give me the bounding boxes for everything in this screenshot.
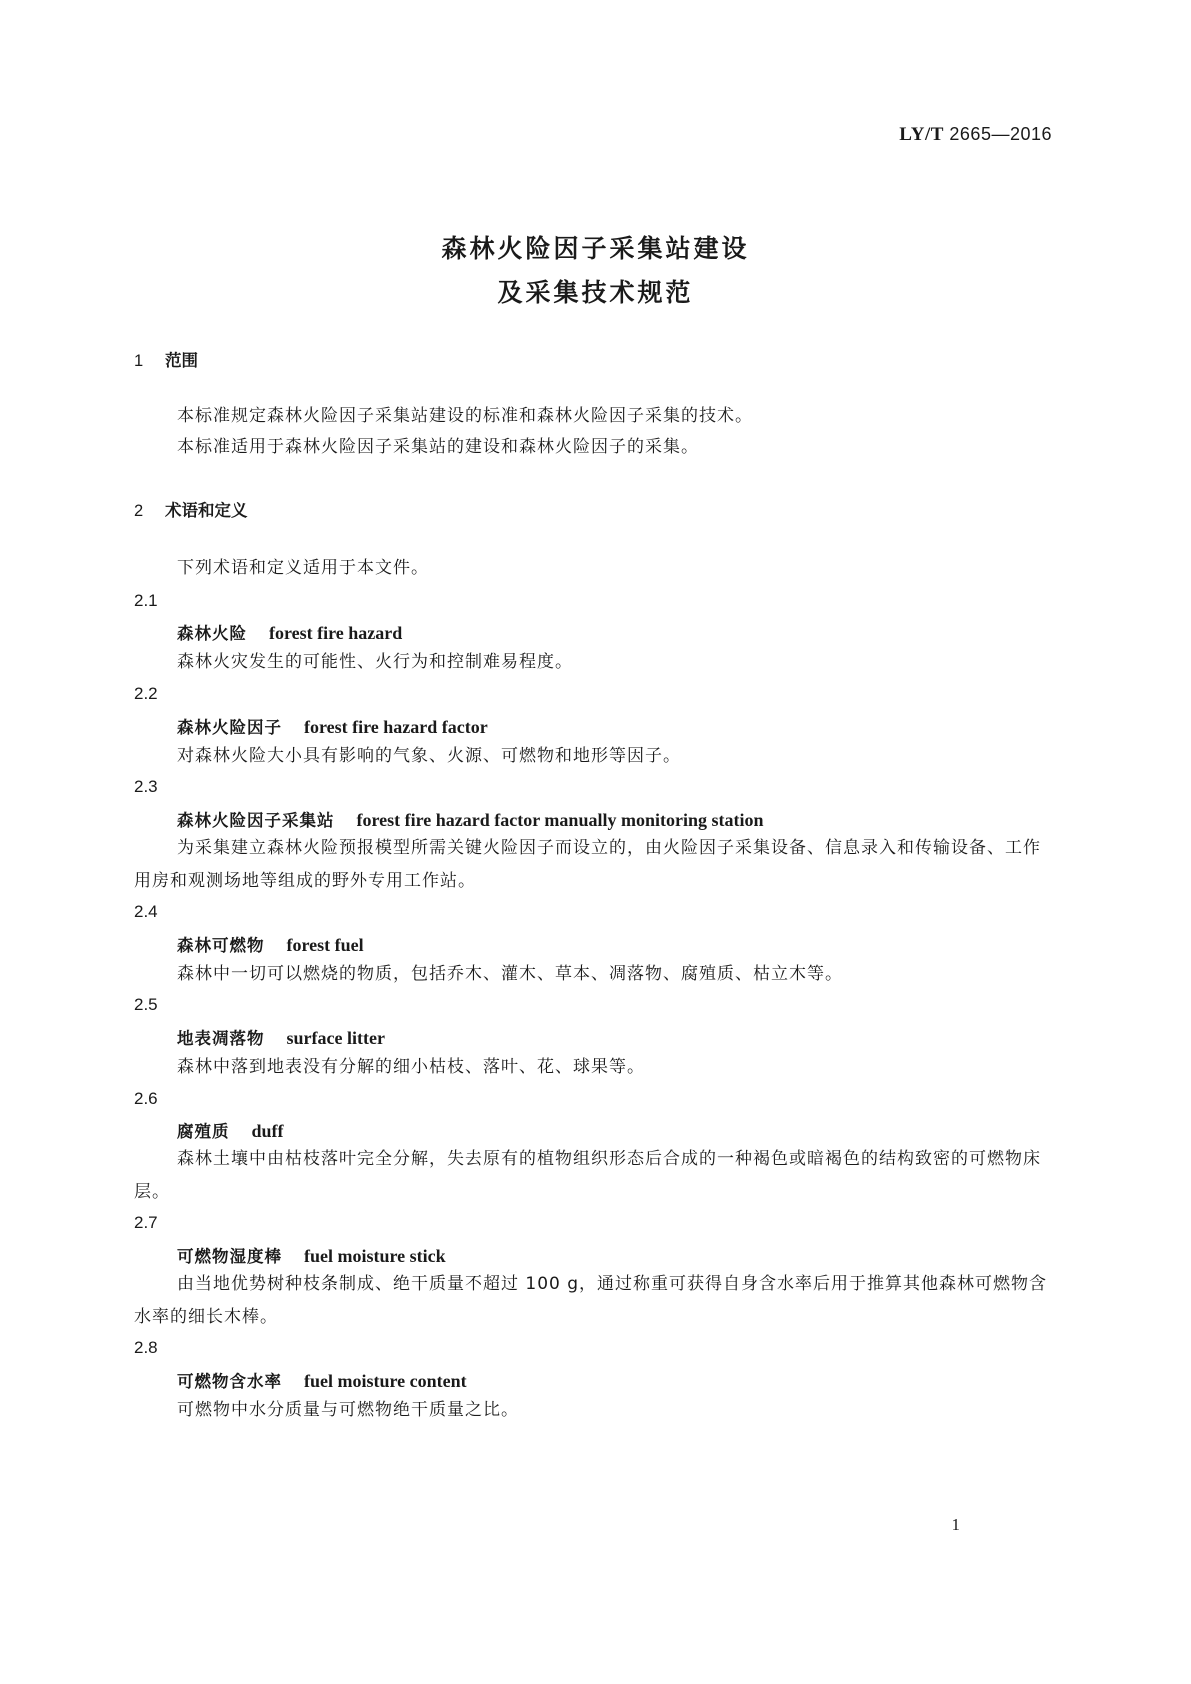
scope-paragraph-1: 本标准规定森林火险因子采集站建设的标准和森林火险因子采集的技术。 (177, 406, 753, 426)
term-heading (177, 714, 488, 738)
term-en: fuel moisture content (304, 1371, 467, 1391)
section-title: 术语和定义 (165, 501, 248, 520)
term-zh: 森林火险 (177, 624, 247, 643)
term-heading (177, 1243, 446, 1267)
section-heading-scope (134, 347, 198, 371)
term-number: 2.3 (134, 777, 158, 796)
term-en: surface litter (286, 1028, 385, 1048)
term-heading (177, 620, 402, 644)
term-en: forest fire hazard factor (304, 717, 488, 737)
term-number: 2.8 (134, 1338, 158, 1357)
scope-paragraph-2: 本标准适用于森林火险因子采集站的建设和森林火险因子的采集。 (177, 437, 699, 457)
term-zh: 腐殖质 (177, 1122, 230, 1141)
term-definition: 森林火灾发生的可能性、火行为和控制难易程度。 (177, 652, 573, 672)
term-zh: 森林火险因子采集站 (177, 811, 335, 830)
document-title-line2: 及采集技术规范 (497, 278, 694, 307)
page-number: 1 (951, 1515, 960, 1534)
term-number: 2.5 (134, 995, 158, 1014)
term-definition: 森林土壤中由枯枝落叶完全分解，失去原有的植物组织形态后合成的一种褐色或暗褐色的结构致密的可燃物床层。 (134, 1149, 1041, 1202)
term-definition: 可燃物中水分质量与可燃物绝干质量之比。 (177, 1400, 519, 1420)
term-heading (177, 1118, 284, 1142)
terms-intro: 下列术语和定义适用于本文件。 (177, 558, 429, 578)
section-heading-terms (134, 497, 248, 521)
term-heading (177, 932, 364, 956)
term-heading (177, 1368, 467, 1392)
term-en: forest fire hazard (269, 623, 403, 643)
term-definition: 森林中一切可以燃烧的物质，包括乔木、灌木、草本、凋落物、腐殖质、枯立木等。 (177, 964, 843, 984)
term-number: 2.7 (134, 1213, 158, 1232)
term-zh: 森林可燃物 (177, 936, 265, 955)
document-title-line1: 森林火险因子采集站建设 (441, 234, 750, 263)
term-en: fuel moisture stick (304, 1246, 446, 1266)
term-number: 2.1 (134, 591, 158, 610)
standard-code-prefix: LY/T (899, 124, 944, 145)
term-definition: 对森林火险大小具有影响的气象、火源、可燃物和地形等因子。 (177, 746, 681, 766)
term-number: 2.2 (134, 684, 158, 703)
section-title: 范围 (165, 351, 198, 370)
section-number: 1 (134, 352, 144, 370)
term-zh: 地表凋落物 (177, 1029, 265, 1048)
term-definition: 森林中落到地表没有分解的细小枯枝、落叶、花、球果等。 (177, 1057, 645, 1077)
term-number: 2.6 (134, 1089, 158, 1108)
standard-code (899, 124, 1052, 146)
term-en: duff (251, 1121, 284, 1141)
standard-code-number: 2665—2016 (943, 124, 1052, 144)
term-zh: 可燃物含水率 (177, 1372, 282, 1391)
term-en: forest fire hazard factor manually monitoring station (356, 810, 764, 830)
term-definition: 为采集建立森林火险预报模型所需关键火险因子而设立的，由火险因子采集设备、信息录入和传输设备、工作用房和观测场地等组成的野外专用工作站。 (134, 838, 1041, 891)
term-en: forest fuel (286, 935, 364, 955)
term-zh: 森林火险因子 (177, 718, 282, 737)
term-zh: 可燃物湿度棒 (177, 1247, 282, 1266)
term-heading (177, 807, 763, 831)
term-heading (177, 1025, 385, 1049)
section-number: 2 (134, 502, 144, 520)
term-number: 2.4 (134, 902, 158, 921)
term-definition: 由当地优势树种枝条制成、绝干质量不超过 100 g，通过称重可获得自身含水率后用于推算其他森林可燃物含水率的细长木棒。 (134, 1274, 1048, 1327)
